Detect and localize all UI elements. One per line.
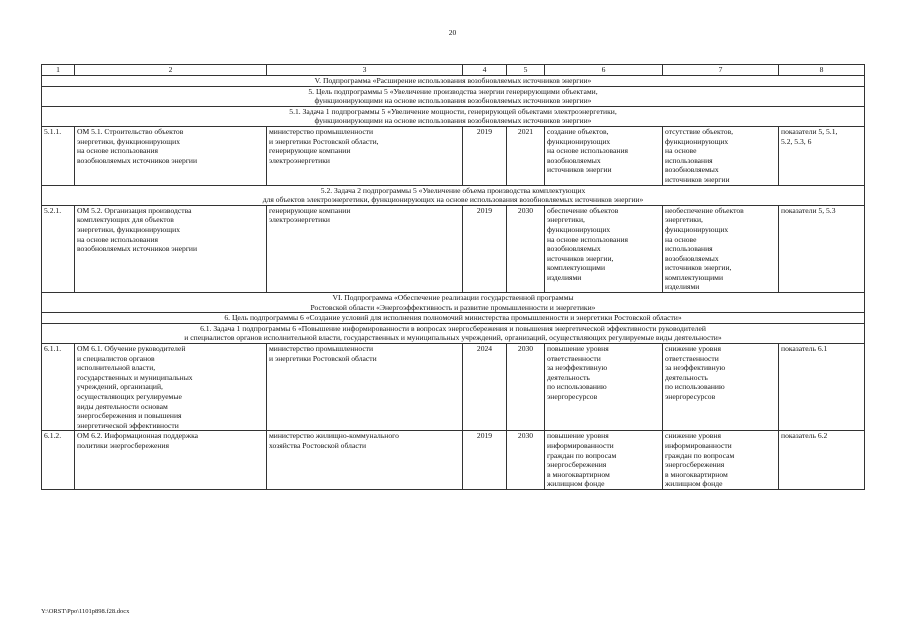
expected-result: повышение уровня ответственности за неэффективную деятельность по использованию энергоресурсов [545, 344, 663, 431]
table-row [42, 205, 865, 292]
file-path-footer: Y:\ORST\Ppo\1101p898.f28.docx [41, 608, 130, 615]
column-number: 7 [663, 65, 779, 76]
start-year: 2019 [463, 431, 507, 490]
column-number: 6 [545, 65, 663, 76]
subprogram-heading: V. Подпрограмма «Расширение использования возобновляемых источников энергии» [42, 76, 865, 87]
row-number: 6.1.2. [42, 431, 75, 490]
table-row [42, 344, 865, 431]
column-number: 4 [463, 65, 507, 76]
task-heading: 5.1. Задача 1 подпрограммы 5 «Увеличение мощности, генерирующей объектами электроэнергетики, функционирующими на основе использования возобновляемых источников энергии» [42, 106, 865, 126]
task-heading: 5.2. Задача 2 подпрограммы 5 «Увеличение объема производства комплектующих для объектов электроэнергетики, функционирующих на основе использования возобновляемых источников энергии» [42, 185, 865, 205]
related-indicators: показатели 5, 5.1, 5.2, 5.3, 6 [779, 126, 865, 185]
column-number: 5 [507, 65, 545, 76]
start-year: 2019 [463, 126, 507, 185]
non-implementation-consequence: снижение уровня ответственности за неэффективную деятельность по использованию энергоресурсов [663, 344, 779, 431]
end-year: 2030 [507, 431, 545, 490]
column-number: 2 [75, 65, 267, 76]
executor: министерство промышленности и энергетики Ростовской области [267, 344, 463, 431]
end-year: 2030 [507, 344, 545, 431]
end-year: 2021 [507, 126, 545, 185]
measure-name: ОМ 5.1. Строительство объектов энергетики, функционирующих на основе использования возобновляемых источников энергии [75, 126, 267, 185]
expected-result: обеспечение объектов энергетики, функционирующих на основе использования возобновляемых источников энергии, комплектующими изделиями [545, 205, 663, 292]
expected-result: создание объектов, функционирующих на основе использования возобновляемых источников энергии [545, 126, 663, 185]
row-number: 5.1.1. [42, 126, 75, 185]
executor: министерство промышленности и энергетики Ростовской области, генерирующие компании электроэнергетики [267, 126, 463, 185]
row-number: 6.1.1. [42, 344, 75, 431]
non-implementation-consequence: отсутствие объектов, функционирующих на основе использования возобновляемых источников энергии [663, 126, 779, 185]
executor: министерство жилищно-коммунального хозяйства Ростовской области [267, 431, 463, 490]
start-year: 2019 [463, 205, 507, 292]
non-implementation-consequence: необеспечение объектов энергетики, функционирующих на основе использования возобновляемых источников энергии, комплектующими изделиями [663, 205, 779, 292]
column-number: 8 [779, 65, 865, 76]
end-year: 2030 [507, 205, 545, 292]
table-row [42, 126, 865, 185]
page-number: 20 [448, 28, 457, 37]
related-indicators: показатель 6.1 [779, 344, 865, 431]
column-number: 1 [42, 65, 75, 76]
start-year: 2024 [463, 344, 507, 431]
related-indicators: показатель 6.2 [779, 431, 865, 490]
measure-name: ОМ 6.2. Информационная поддержка политики энергосбережения [75, 431, 267, 490]
task-heading: 6.1. Задача 1 подпрограммы 6 «Повышение информированности в вопросах энергосбережения и повышения энергетической эффективности руководителей и специалистов органов исполнительной власти, государственных и муниципальных учреждений, организаций, осуществляющих регулируемые виды деятельности» [42, 323, 865, 343]
non-implementation-consequence: снижение уровня информированности граждан по вопросам энергосбережения в многоквартирном жилищном фонде [663, 431, 779, 490]
row-number: 5.2.1. [42, 205, 75, 292]
goal-heading: 6. Цель подпрограммы 6 «Создание условий для исполнения полномочий министерства промышленности и энергетики Ростовской области» [42, 313, 865, 324]
measure-name: ОМ 6.1. Обучение руководителей и специалистов органов исполнительной власти, государственных и муниципальных учреждений, организаций, осуществляющих регулируемые виды деятельности основам энергосбережения и повышения энергетической эффективности [75, 344, 267, 431]
table-row [42, 431, 865, 490]
column-number-row [42, 65, 865, 76]
measure-name: ОМ 5.2. Организация производства комплектующих для объектов энергетики, функционирующих на основе использования возобновляемых источников энергии [75, 205, 267, 292]
goal-heading: 5. Цель подпрограммы 5 «Увеличение производства энергии генерирующими объектами, функционирующими на основе использования возобновляемых источников энергии» [42, 86, 865, 106]
related-indicators: показатели 5, 5.3 [779, 205, 865, 292]
executor: генерирующие компании электроэнергетики [267, 205, 463, 292]
column-number: 3 [267, 65, 463, 76]
measures-table [41, 64, 865, 490]
expected-result: повышение уровня информированности граждан по вопросам энергосбережения в многоквартирном жилищном фонде [545, 431, 663, 490]
subprogram-heading: VI. Подпрограмма «Обеспечение реализации государственной программы Ростовской области «Энергоэффективность и развитие промышленности и энергетики» [42, 293, 865, 313]
